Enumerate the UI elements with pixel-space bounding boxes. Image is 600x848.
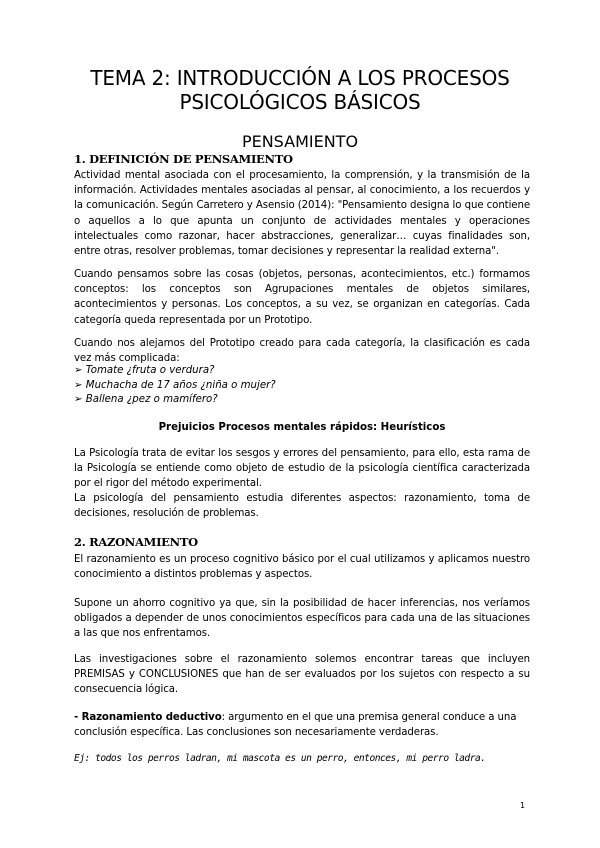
- list-item: ➢ Ballena ¿pez o mamífero?: [74, 394, 218, 405]
- document-title: [60, 66, 540, 114]
- title-line-1: TEMA 2: INTRODUCCIÓN A LOS PROCESOS: [90, 66, 510, 90]
- paragraph-conceptos: Cuando pensamos sobre las cosas (objetos, personas, acontecimientos, etc.) formamos conceptos: los conceptos son Agrupaciones mentales de objetos similares, acontecimientos y personas. Los conceptos, a su vez, se organizan en categorías. Cada categoría queda representada por un Prototipo.: [74, 269, 530, 326]
- page-number: 1: [520, 801, 526, 810]
- paragraph-razonamiento: El razonamiento es un proceso cognitivo básico por el cual utilizamos y aplicamos nuestro conocimiento a distintos problemas y aspectos.: [74, 554, 530, 581]
- heading-razonamiento: 2. RAZONAMIENTO: [74, 535, 198, 549]
- paragraph-definicion: Actividad mental asociada con el procesamiento, la comprensión, y la transmisión de la información. Actividades mentales asociadas al pensar, al conocimiento, a los recuerdos y la comunicación. Según Carretero y Asensio (2014): "Pensamiento designa lo que contiene o aquellos a lo que apunta un conjunto de actividades mentales y operaciones intelectuales como razonar, hacer abstracciones, generalizar… cuyas finalidades son, entre otras, resolver problemas, tomar decisiones y representar la realidad externa".: [74, 170, 530, 258]
- subheading-heuristicos: Prejuicios Procesos mentales rápidos: Heurísticos: [158, 422, 446, 433]
- definition-deductivo: : argumento en el que una premisa general conduce a una conclusión específica. Las conclusiones son necesariamente verdaderas.: [74, 712, 517, 739]
- list-item: ➢ Muchacha de 17 años ¿niña o mujer?: [74, 379, 276, 391]
- paragraph-psicologia: La Psicología trata de evitar los sesgos y errores del pensamiento, para ello, esta rama de la Psicología se entiende como objeto de estudio de la psicología científica caracterizada por el rigor del método experimental.: [74, 448, 530, 490]
- paragraph-deductivo: [74, 710, 530, 740]
- examples-list: [74, 364, 530, 408]
- paragraph-ahorro: Supone un ahorro cognitivo ya que, sin la posibilidad de hacer inferencias, nos veríamos obligados a depender de unos conocimientos específicos para cada una de las situaciones a las que nos enfrentamos.: [74, 598, 530, 640]
- list-item: ➢ Tomate ¿fruta o verdura?: [74, 365, 215, 376]
- paragraph-aspectos: La psicología del pensamiento estudia diferentes aspectos: razonamiento, toma de decisiones, resolución de problemas.: [74, 493, 530, 520]
- paragraph-investigaciones: Las investigaciones sobre el razonamiento solemos encontrar tareas que incluyen PREMISAS y CONCLUSIONES que han de ser evaluados por los sujetos con respecto a su consecuencia lógica.: [74, 654, 530, 696]
- paragraph-prototipo: Cuando nos alejamos del Prototipo creado para cada categoría, la clasificación es cada vez más complicada:: [74, 338, 530, 365]
- section-title: PENSAMIENTO: [241, 132, 359, 151]
- heading-definicion: 1. DEFINICIÓN DE PENSAMIENTO: [74, 152, 293, 166]
- title-line-2: PSICOLÓGICOS BÁSICOS: [179, 90, 421, 114]
- example-deductivo: Ej: todos los perros ladran, mi mascota es un perro, entonces, mi perro ladra.: [74, 753, 486, 764]
- term-deductivo: - Razonamiento deductivo: [74, 712, 222, 723]
